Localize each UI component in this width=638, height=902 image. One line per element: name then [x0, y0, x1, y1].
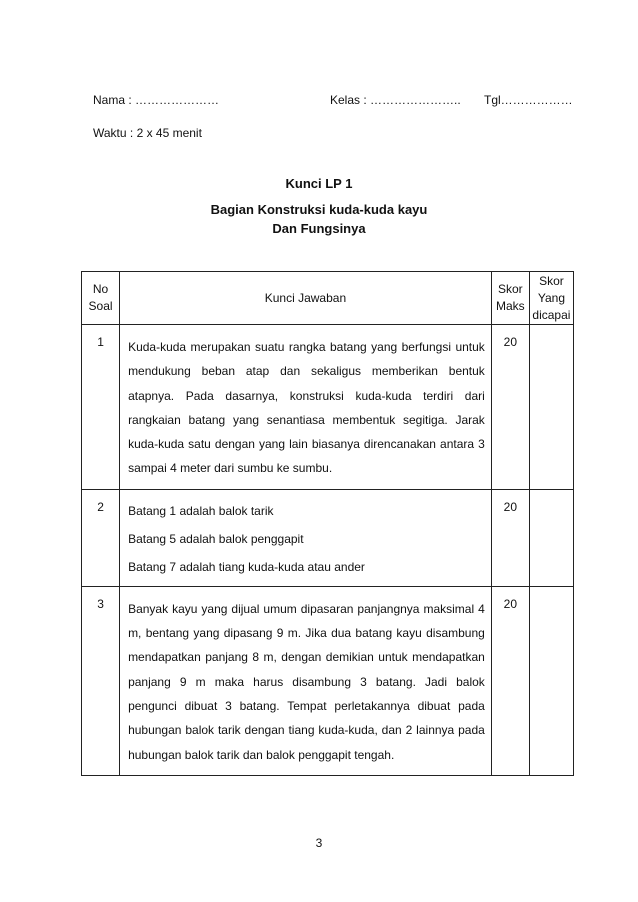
kelas-field: Kelas : ………………….. — [330, 93, 461, 107]
answer-text: Kuda-kuda merupakan suatu rangka batang yang berfungsi untuk mendukung beban atap dan sekaligus memberikan bentuk atapnya. Pada dasarnya, konstruksi kuda-kuda terdiri dari rangkaian batang yang senantiasa membentuk segitiga. Jarak kuda-kuda satu dengan yang lain biasanya direncanakan antara 3 sampai 4 meter dari sumbu ke sumbu. — [128, 340, 485, 476]
answer-key-table — [81, 271, 574, 776]
tanggal-field: Tgl……………… — [484, 93, 573, 107]
answer-cell — [120, 586, 492, 775]
title-line-2: Bagian Konstruksi kuda-kuda kayu — [210, 202, 428, 217]
page-number: 3 — [315, 836, 323, 850]
table-row — [82, 489, 574, 586]
answer-line: Batang 5 adalah balok penggapit — [128, 531, 304, 546]
row-number: 3 — [82, 586, 120, 775]
skor-maks-cell: 20 — [491, 586, 529, 775]
skor-dicapai-cell[interactable] — [529, 489, 573, 586]
row-number: 2 — [82, 489, 120, 586]
answer-line: Batang 1 adalah balok tarik — [128, 503, 274, 518]
row-number: 1 — [82, 325, 120, 490]
skor-dicapai-cell[interactable] — [529, 586, 573, 775]
answer-cell — [120, 489, 492, 586]
header-no-soal: No Soal — [82, 272, 120, 325]
nama-field: Nama : ………………… — [93, 93, 220, 107]
answer-text: Banyak kayu yang dijual umum dipasaran panjangnya maksimal 4 m, bentang yang dipasang 9 m. Jika dua batang kayu disambung mendapatkan panjang 8 m, dengan demikian untuk mendapatkan panjang 9 m maka harus disambung 3 batang. Jadi balok pengunci dibuat 3 batang. Tempat perletakannya dibuat pada hubungan balok tarik dengan tiang kuda-kuda, dan 2 lainnya pada hubungan balok tarik dan balok penggapit tengah. — [128, 601, 485, 762]
table-row — [82, 325, 574, 490]
table-header-row — [82, 272, 574, 325]
table-row — [82, 586, 574, 775]
skor-maks-cell: 20 — [491, 489, 529, 586]
title-line-1: Kunci LP 1 — [285, 176, 353, 191]
skor-dicapai-cell[interactable] — [529, 325, 573, 490]
title-line-3: Dan Fungsinya — [272, 221, 366, 236]
header-skor-maks: Skor Maks — [491, 272, 529, 325]
skor-maks-cell: 20 — [491, 325, 529, 490]
answer-line: Batang 7 adalah tiang kuda-kuda atau ander — [128, 559, 365, 574]
answer-cell — [120, 325, 492, 490]
waktu-field: Waktu : 2 x 45 menit — [93, 126, 202, 140]
header-skor-dicapai: Skor Yang dicapai — [529, 272, 573, 325]
header-kunci-jawaban: Kunci Jawaban — [120, 272, 492, 325]
